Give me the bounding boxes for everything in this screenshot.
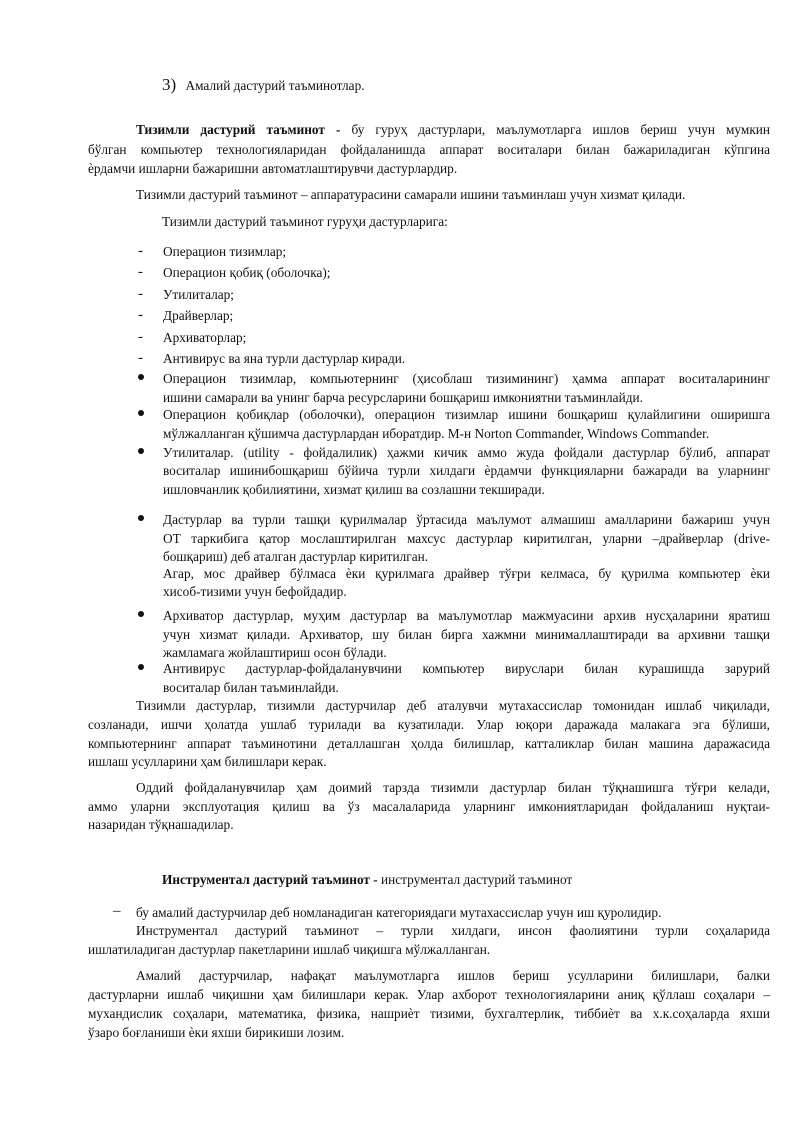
section-number: 3) — [162, 75, 177, 94]
paragraph-line: Тизимли дастурий таъминот – аппаратурасини самарали ишини таъминлаш учун хизмат қилади. — [136, 187, 686, 202]
list-item: Драйверлар; — [163, 308, 234, 323]
paragraph-line: назаридан тўқнашадилар. — [88, 817, 234, 832]
bullet-marker — [138, 664, 144, 670]
bullet-marker — [138, 611, 144, 617]
paragraph-text: инструментал дастурий таъминот — [381, 872, 573, 887]
dash-marker: - — [138, 264, 143, 280]
paragraph-line: аммо уларни эксплуотация қилиш ва ўз масалаларида уларнинг имкониятларидан фойдаланиш нуқтаи- — [88, 799, 770, 814]
dash-marker: – — [113, 903, 121, 919]
paragraph-line: дастурларни ишлаб чиқишни ҳам билишлари керак. Улар ахборот технологияларини аниқ қўллаш соҳалари – — [88, 987, 770, 1002]
list-item: бу амалий дастурчилар деб номланадиган категориядаги мутахассислар учун иш қуролидир. — [136, 905, 662, 920]
list-item: ишловчанлик қобилиятини, хизмат қилиш ва созлашни текширади. — [163, 482, 545, 497]
instrumental-heading — [162, 871, 572, 889]
list-item: Операцион тизимлар; — [163, 244, 287, 259]
paragraph-line: компьютернинг аппарат таъминотини деталлашган ҳолда билишлар, катталиклар билан машина даражасида — [88, 736, 770, 751]
paragraph-line: ѐрдамчи ишларни бажаришни автоматлаштирувчи дастурлардир. — [88, 161, 458, 176]
paragraph-line: Тизимли дастурлар, тизимли дастурчилар деб аталувчи мутахассислар томонидан ишлаб чиқилади, — [136, 698, 770, 713]
term-bold: Инструментал дастурий таъминот - — [162, 872, 378, 887]
list-item: учун хизмат қилади. Архиватор, шу билан бирга хажмни минималлаштиради ва архивни ташқи — [163, 627, 770, 642]
paragraph-line: бўлган компьютер технологияларидан фойдаланишда аппарат воситалари билан бажариладиган кўпгина — [88, 142, 770, 157]
bullet-marker — [138, 515, 144, 521]
section-title: Амалий дастурий таъминотлар. — [185, 78, 365, 93]
list-item: Операцион тизимлар, компьютернинг (ҳисоблаш тизимининг) ҳамма аппарат воситаларининг — [163, 371, 770, 386]
dash-marker: - — [138, 307, 143, 323]
dash-marker: - — [138, 286, 143, 302]
list-item: бошқариш) деб аталган дастурлар киритилган. — [163, 549, 429, 564]
list-item: жамламага жойлаштириш осон бўлади. — [163, 645, 387, 660]
bullet-marker — [138, 448, 144, 454]
bullet-marker — [138, 374, 144, 380]
dash-marker: - — [138, 329, 143, 345]
list-item: мўлжалланган қўшимча дастурлардан иборатдир. М-н Norton Commander, Windows Commander. — [163, 426, 710, 441]
list-item: Архиваторлар; — [163, 330, 247, 345]
list-item: Дастурлар ва турли ташқи қурилмалар ўртасида маълумот алмашиш амалларини бажариш учун — [163, 512, 770, 527]
list-item: Антивирус ва яна турли дастурлар киради. — [163, 351, 406, 366]
paragraph-line: Инструментал дастурий таъминот – турли хилдаги, инсон фаолиятини турли соҳаларида — [136, 923, 770, 938]
term-bold: Тизимли дастурий таъминот - — [136, 122, 341, 137]
list-item: Агар, мос драйвер бўлмаса ѐки қурилмага драйвер тўғри келмаса, бу қурилма компьютер ѐки — [163, 566, 770, 581]
paragraph-line: созланади, ишчи ҳолатда ушлаб турилади ва кузатилади. Улар юқори даражада малакага эга бўлиши, — [88, 717, 770, 732]
paragraph-line: Тизимли дастурий таъминот гуруҳи дастурларига: — [162, 214, 448, 229]
paragraph-line: Оддий фойдаланувчилар ҳам доимий тарзда тизимли дастурлар билан тўқнашишга тўғри келади, — [136, 780, 770, 795]
list-item: Утилиталар; — [163, 287, 234, 302]
list-item: Утилиталар. (utility - фойдалилик) ҳажми кичик аммо жуда фойдали дастурлар бўлиб, аппарат — [163, 445, 770, 460]
dash-marker: - — [138, 350, 143, 366]
paragraph-line: Амалий дастурчилар, нафақат маълумотларга ишлов бериш усулларини билишлари, балки — [136, 968, 770, 983]
list-item: Антивирус дастурлар-фойдаланувчини компьютер вируслари билан курашишда зарурий — [163, 661, 770, 676]
list-item: Операцион қобиқлар (оболочки), операцион тизимлар ишини бошқариш қулайлигини оширишга — [163, 407, 770, 422]
dash-marker: - — [138, 243, 143, 259]
paragraph-text: бу гуруҳ дастурлари, маълумотларга ишлов бериш учун мумкин — [351, 122, 771, 137]
list-item: Операцион қобиқ (оболочка); — [163, 265, 331, 280]
list-item: воситалар билан таъминлайди. — [163, 680, 339, 695]
bullet-marker — [138, 410, 144, 416]
list-item: хисоб-тизими учун бефойдадир. — [163, 584, 347, 599]
paragraph-line: ўзаро боғланиши ѐки яхши бирикиши лозим. — [88, 1025, 345, 1040]
list-item: Архиватор дастурлар, муҳим дастурлар ва маълумотлар мажмуасини архив нусҳаларини яратиш — [163, 608, 770, 623]
paragraph-line: ишлаш усулларини ҳам билишлари керак. — [88, 754, 327, 769]
paragraph-line: мухандислик соҳалари, математика, физика, нашриѐт тизими, бухгалтерлик, тиббиѐт ва х.к.соҳаларда яхши — [88, 1006, 770, 1021]
list-item: ОТ таркибига қатор мослаштирилган махсус дастурлар киритилган, уларни –драйверлар (drive- — [163, 531, 770, 546]
list-item: воситалар ишинибошқариш бўйича турли хилдаги ѐрдамчи функцияларни бажаради ва уларнинг — [163, 463, 770, 478]
section-heading — [162, 76, 365, 95]
paragraph-line — [136, 121, 770, 139]
paragraph-line: ишлатиладиган дастурлар пакетларини ишлаб чиқишга мўлжалланган. — [88, 942, 491, 957]
list-item: ишини самарали ва унинг барча ресурсларини бошқариш имкониятни таъминлайди. — [163, 390, 643, 405]
